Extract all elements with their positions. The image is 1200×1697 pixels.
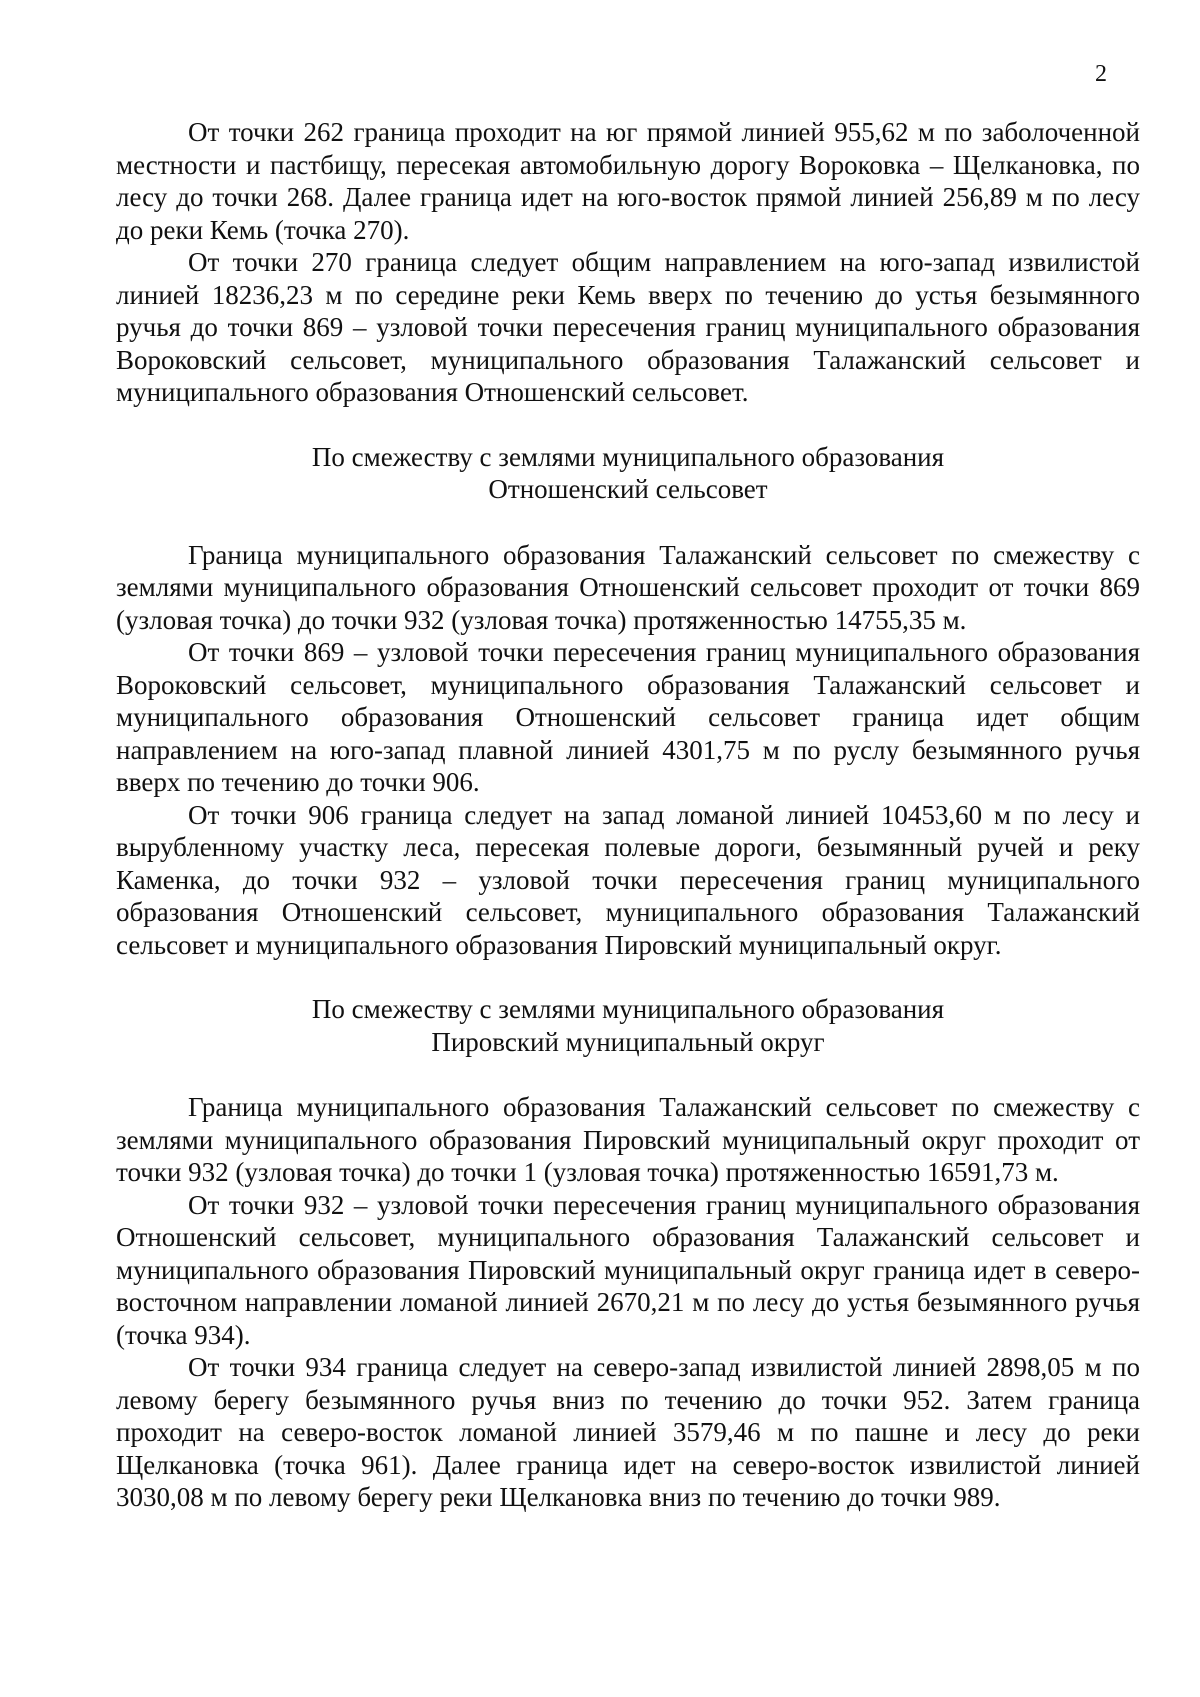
paragraph: От точки 270 граница следует общим направлением на юго-запад извилистой линией 18236,23 м по середине реки Кемь вверх по течению до устья безымянного ручья до точки 869 – узловой точки пересечения границ муниципального образования Вороковский сельсовет, муниципального образования Талажанский сельсовет и муниципального образования Отношенский сельсовет. [116, 247, 1140, 407]
document-body [116, 116, 1140, 1514]
paragraph: От точки 934 граница следует на северо-запад извилистой линией 2898,05 м по левому берегу безымянного ручья вниз по течению до точки 952. Затем граница проходит на северо-восток ломаной линией 3579,46 м по пашне и лесу до реки Щелкановка (точка 961). Далее граница идет на северо-восток извилистой линией 3030,08 м по левому берегу реки Щелкановка вниз по течению до точки 989. [116, 1352, 1140, 1512]
section-heading [116, 441, 1140, 506]
section-heading [116, 993, 1140, 1058]
paragraph: От точки 906 граница следует на запад ломаной линией 10453,60 м по лесу и вырубленному участку леса, пересекая полевые дороги, безымянный ручей и реку Каменка, до точки 932 – узловой точки пересечения границ муниципального образования Отношенский сельсовет, муниципального образования Талажанский сельсовет и муниципального образования Пировский муниципальный округ. [116, 799, 1140, 960]
section-heading-line: Пировский муниципальный округ [431, 1026, 825, 1057]
section-heading-line: По смежеству с землями муниципального образования [311, 441, 945, 472]
paragraph: Граница муниципального образования Талажанский сельсовет по смежеству с землями муниципального образования Отношенский сельсовет проходит от точки 869 (узловая точка) до точки 932 (узловая точка) протяженностью 14755,35 м. [116, 539, 1140, 635]
page-number: 2 [1095, 61, 1107, 87]
paragraph: От точки 869 – узловой точки пересечения границ муниципального образования Вороковский сельсовет, муниципального образования Талажанский сельсовет и муниципального образования Отношенский сельсовет граница идет общим направлением на юго-запад плавной линией 4301,75 м по руслу безымянного ручья вверх по течению до точки 906. [116, 637, 1140, 797]
section-heading-line: Отношенский сельсовет [488, 474, 768, 504]
section-heading-line: По смежеству с землями муниципального образования [311, 994, 945, 1024]
paragraph: От точки 262 граница проходит на юг прямой линией 955,62 м по заболоченной местности и пастбищу, пересекая автомобильную дорогу Вороковка – Щелкановка, по лесу до точки 268. Далее граница идет на юго-восток прямой линией 256,89 м по лесу до реки Кемь (точка 270). [116, 117, 1140, 245]
paragraph: Граница муниципального образования Талажанский сельсовет по смежеству с землями муниципального образования Пировский муниципальный округ проходит от точки 932 (узловая точка) до точки 1 (узловая точка) протяженностью 16591,73 м. [116, 1092, 1140, 1187]
paragraph: От точки 932 – узловой точки пересечения границ муниципального образования Отношенский сельсовет, муниципального образования Талажанский сельсовет и муниципального образования Пировский муниципальный округ граница идет в северо-восточном направлении ломаной линией 2670,21 м по лесу до устья безымянного ручья (точка 934). [116, 1189, 1140, 1350]
